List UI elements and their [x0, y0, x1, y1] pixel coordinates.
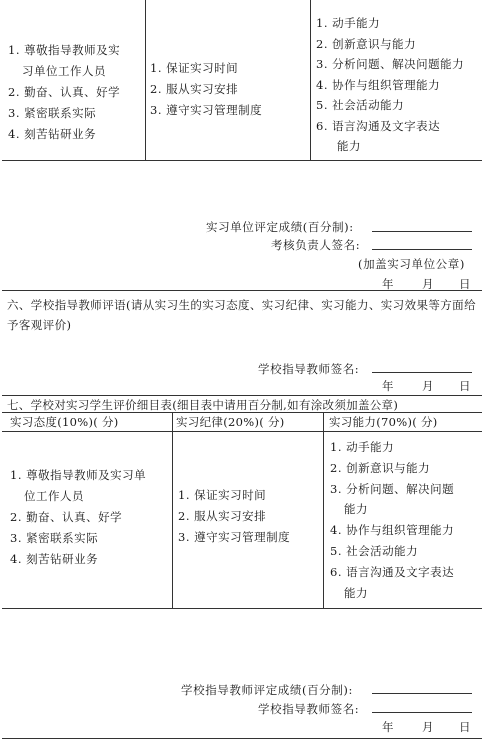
unit-score-field[interactable]	[372, 231, 472, 232]
list-item: 能力	[344, 502, 368, 517]
top-ability-list	[316, 13, 484, 157]
list-item: 能力	[344, 585, 368, 600]
list-item: 1. 保证实习时间	[178, 488, 267, 502]
list-item: 3. 分析问题、解决问题	[330, 481, 455, 496]
list-item: 3. 分析问题、解决问题能力	[316, 57, 465, 71]
list-item: 3. 紧密联系实际	[10, 531, 99, 545]
section7-bottom-border	[2, 608, 482, 609]
section6-title: 六、学校指导教师评语(请从实习生的实习态度、实习纪律、实习能力、实习效果等方面给予客观评价)	[7, 298, 476, 332]
top-table-divider-1	[145, 0, 146, 160]
section7-discipline-list	[178, 485, 318, 548]
section7-header-border	[2, 431, 482, 432]
section7-ability-list	[330, 437, 482, 603]
school-signature-label: 学校指导教师签名:	[258, 702, 360, 716]
list-item: 5. 社会活动能力	[316, 98, 405, 112]
list-item: 能力	[337, 139, 361, 153]
school-date-year: 年	[382, 720, 395, 734]
list-item: 3. 遵守实习管理制度	[178, 530, 291, 544]
unit-leader-label: 考核负责人签名:	[271, 238, 361, 252]
section7-attitude-list	[10, 465, 170, 570]
list-item: 位工作人员	[24, 489, 84, 503]
section6-signature-field[interactable]	[372, 372, 472, 373]
list-item: 1. 尊敬指导教师及实	[8, 43, 121, 57]
list-item: 2. 勤奋、认真、好学	[10, 510, 123, 524]
unit-date-year: 年	[382, 277, 395, 291]
attitude-header: 实习态度(10%)( 分)	[10, 415, 119, 429]
school-score-label: 学校指导教师评定成绩(百分制):	[181, 683, 353, 697]
unit-date-month: 月	[422, 277, 435, 291]
school-date-day: 日	[459, 720, 472, 734]
page-bottom-border	[2, 738, 482, 739]
list-item: 1. 动手能力	[316, 16, 381, 30]
section6-date-year: 年	[382, 379, 395, 393]
section6-date-day: 日	[459, 379, 472, 393]
top-table-divider-2	[310, 0, 311, 160]
list-item: 2. 服从实习安排	[150, 82, 239, 96]
list-item: 4. 刻苦钻研业务	[10, 552, 99, 566]
ability-header: 实习能力(70%)( 分)	[329, 415, 438, 429]
list-item: 4. 协作与组织管理能力	[316, 77, 441, 92]
list-item: 3. 遵守实习管理制度	[150, 103, 263, 117]
list-item: 1. 尊敬指导教师及实习单	[10, 468, 147, 482]
section7-divider-1	[172, 412, 173, 608]
section7-divider-2	[323, 412, 324, 608]
list-item: 2. 创新意识与能力	[330, 460, 431, 475]
section6-signature-label: 学校指导教师签名:	[258, 362, 360, 376]
school-date-month: 月	[422, 720, 435, 734]
section-divider	[2, 290, 482, 291]
list-item: 6. 语言沟通及文字表达	[316, 118, 441, 133]
top-table-bottom-border	[2, 160, 482, 161]
unit-score-label: 实习单位评定成绩(百分制):	[206, 220, 354, 234]
list-item: 4. 刻苦钻研业务	[8, 127, 97, 141]
list-item: 2. 勤奋、认真、好学	[8, 85, 121, 99]
top-attitude-list	[8, 40, 143, 145]
list-item: 1. 保证实习时间	[150, 61, 239, 75]
list-item: 4. 协作与组织管理能力	[330, 523, 455, 538]
list-item: 习单位工作人员	[22, 64, 106, 78]
section6-date-month: 月	[422, 379, 435, 393]
unit-stamp-note: (加盖实习单位公章)	[358, 257, 465, 271]
list-item: 2. 创新意识与能力	[316, 36, 417, 51]
unit-leader-signature-field[interactable]	[372, 249, 472, 250]
list-item: 6. 语言沟通及文字表达	[330, 564, 455, 579]
school-score-field[interactable]	[372, 693, 472, 694]
top-discipline-list	[150, 58, 305, 121]
list-item: 3. 紧密联系实际	[8, 106, 97, 120]
section7-title-border	[2, 412, 482, 413]
list-item: 5. 社会活动能力	[330, 543, 419, 558]
section7-top-border	[2, 395, 482, 396]
unit-date-day: 日	[459, 277, 472, 291]
discipline-header: 实习纪律(20%)( 分)	[176, 415, 285, 429]
school-signature-field[interactable]	[372, 712, 472, 713]
list-item: 2. 服从实习安排	[178, 509, 267, 523]
list-item: 1. 动手能力	[330, 440, 395, 454]
section7-title: 七、学校对实习学生评价细目表(细目表中请用百分制,如有涂改须加盖公章)	[7, 398, 399, 412]
